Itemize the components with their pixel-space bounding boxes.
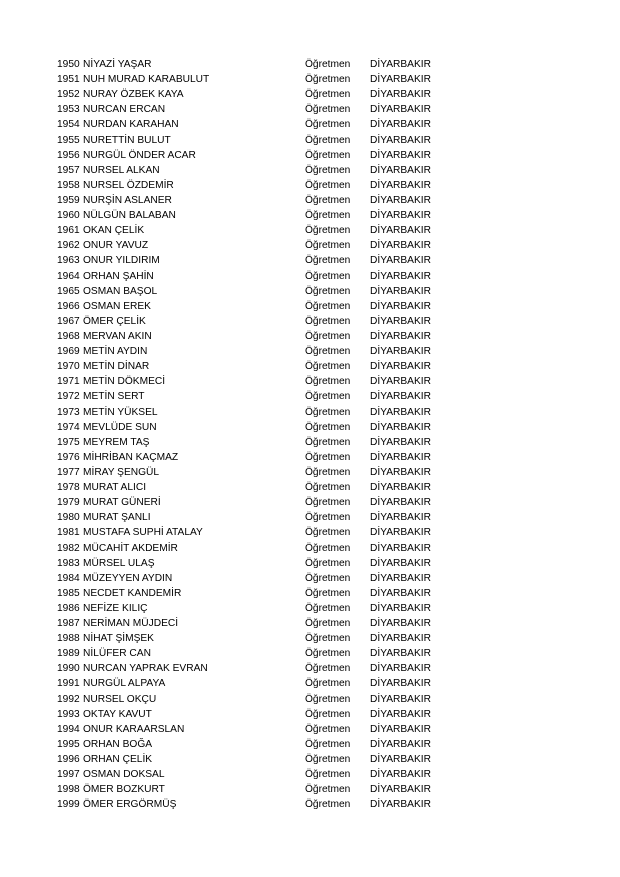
- city-name: DİYARBAKIR: [370, 512, 431, 524]
- person-name: MERVAN AKIN: [83, 330, 152, 342]
- row-number: 1982: [57, 542, 80, 554]
- job-title: Öğretmen: [305, 451, 351, 463]
- person-name: NURAY ÖZBEK KAYA: [83, 89, 184, 101]
- row-number: 1991: [57, 678, 80, 690]
- list-item: [57, 586, 457, 601]
- job-title: Öğretmen: [305, 512, 351, 524]
- row-number: 1990: [57, 663, 80, 675]
- row-number: 1955: [57, 134, 80, 146]
- job-title: Öğretmen: [305, 179, 351, 191]
- list-item: [57, 344, 457, 359]
- city-name: DİYARBAKIR: [370, 678, 431, 690]
- city-name: DİYARBAKIR: [370, 527, 431, 539]
- person-name: NUH MURAD KARABULUT: [83, 74, 210, 86]
- city-name: DİYARBAKIR: [370, 104, 431, 116]
- row-number: 1996: [57, 754, 80, 766]
- person-name: METİN YÜKSEL: [83, 406, 158, 418]
- city-name: DİYARBAKIR: [370, 587, 431, 599]
- job-title: Öğretmen: [305, 799, 351, 811]
- job-title: Öğretmen: [305, 119, 351, 131]
- job-title: Öğretmen: [305, 482, 351, 494]
- row-number: 1958: [57, 179, 80, 191]
- job-title: Öğretmen: [305, 738, 351, 750]
- city-name: DİYARBAKIR: [370, 618, 431, 630]
- person-name: NÜLGÜN BALABAN: [83, 210, 176, 222]
- job-title: Öğretmen: [305, 784, 351, 796]
- city-name: DİYARBAKIR: [370, 240, 431, 252]
- row-number: 1981: [57, 527, 80, 539]
- person-name: OSMAN BAŞOL: [83, 285, 158, 297]
- list-item: [57, 238, 457, 253]
- job-title: Öğretmen: [305, 497, 351, 509]
- row-number: 1998: [57, 784, 80, 796]
- person-name: ÖMER ERGÖRMÜŞ: [83, 799, 177, 811]
- person-name: METİN SERT: [83, 391, 145, 403]
- person-name: NİHAT ŞİMŞEK: [83, 633, 154, 645]
- row-number: 1962: [57, 240, 80, 252]
- city-name: DİYARBAKIR: [370, 89, 431, 101]
- row-number: 1954: [57, 119, 80, 131]
- row-number: 1959: [57, 194, 80, 206]
- job-title: Öğretmen: [305, 572, 351, 584]
- job-title: Öğretmen: [305, 557, 351, 569]
- city-name: DİYARBAKIR: [370, 693, 431, 705]
- row-number: 1967: [57, 315, 80, 327]
- list-item: [57, 208, 457, 223]
- person-name: ORHAN BOĞA: [83, 738, 153, 750]
- person-name: NEFİZE KILIÇ: [83, 602, 148, 614]
- city-name: DİYARBAKIR: [370, 361, 431, 373]
- person-name: MEVLÜDE SUN: [83, 421, 157, 433]
- row-number: 1999: [57, 799, 80, 811]
- job-title: Öğretmen: [305, 618, 351, 630]
- city-name: DİYARBAKIR: [370, 300, 431, 312]
- job-title: Öğretmen: [305, 149, 351, 161]
- person-name: MURAT GÜNERİ: [83, 497, 161, 509]
- list-item: [57, 253, 457, 268]
- city-name: DİYARBAKIR: [370, 633, 431, 645]
- list-item: [57, 117, 457, 132]
- job-title: Öğretmen: [305, 59, 351, 70]
- person-name: MEYREM TAŞ: [83, 436, 150, 448]
- row-number: 1973: [57, 406, 80, 418]
- city-name: DİYARBAKIR: [370, 708, 431, 720]
- city-name: DİYARBAKIR: [370, 391, 431, 403]
- row-number: 1951: [57, 74, 80, 86]
- row-number: 1987: [57, 618, 80, 630]
- person-name: NURSEL ÖZDEMİR: [83, 179, 174, 191]
- city-name: DİYARBAKIR: [370, 270, 431, 282]
- job-title: Öğretmen: [305, 754, 351, 766]
- job-title: Öğretmen: [305, 587, 351, 599]
- job-title: Öğretmen: [305, 436, 351, 448]
- city-name: DİYARBAKIR: [370, 572, 431, 584]
- person-name: METİN DİNAR: [83, 361, 150, 373]
- person-name: NURETTİN BULUT: [83, 134, 171, 146]
- city-name: DİYARBAKIR: [370, 255, 431, 267]
- person-name: NİLÜFER CAN: [83, 648, 151, 660]
- job-title: Öğretmen: [305, 300, 351, 312]
- job-title: Öğretmen: [305, 361, 351, 373]
- person-name: MURAT ALICI: [83, 482, 147, 494]
- list-item: [57, 737, 457, 752]
- row-number: 1969: [57, 346, 80, 358]
- job-title: Öğretmen: [305, 164, 351, 176]
- city-name: DİYARBAKIR: [370, 210, 431, 222]
- list-item: [57, 193, 457, 208]
- job-title: Öğretmen: [305, 270, 351, 282]
- list-item: [57, 525, 457, 540]
- list-item: [57, 163, 457, 178]
- row-number: 1961: [57, 225, 80, 237]
- job-title: Öğretmen: [305, 527, 351, 539]
- person-name: ONUR KARAARSLAN: [83, 723, 185, 735]
- job-title: Öğretmen: [305, 542, 351, 554]
- city-name: DİYARBAKIR: [370, 346, 431, 358]
- city-name: DİYARBAKIR: [370, 330, 431, 342]
- job-title: Öğretmen: [305, 678, 351, 690]
- city-name: DİYARBAKIR: [370, 194, 431, 206]
- city-name: DİYARBAKIR: [370, 225, 431, 237]
- list-item: [57, 631, 457, 646]
- list-item: [57, 435, 457, 450]
- person-name: NİYAZİ YAŞAR: [83, 59, 152, 70]
- row-number: 1977: [57, 466, 80, 478]
- city-name: DİYARBAKIR: [370, 542, 431, 554]
- job-title: Öğretmen: [305, 602, 351, 614]
- city-name: DİYARBAKIR: [370, 466, 431, 478]
- job-title: Öğretmen: [305, 663, 351, 675]
- record-list: [57, 57, 457, 812]
- job-title: Öğretmen: [305, 194, 351, 206]
- person-name: ONUR YAVUZ: [83, 240, 149, 252]
- row-number: 1965: [57, 285, 80, 297]
- job-title: Öğretmen: [305, 255, 351, 267]
- person-name: METİN AYDIN: [83, 346, 148, 358]
- job-title: Öğretmen: [305, 104, 351, 116]
- job-title: Öğretmen: [305, 315, 351, 327]
- row-number: 1989: [57, 648, 80, 660]
- person-name: MÜRSEL ULAŞ: [83, 557, 155, 569]
- person-name: MURAT ŞANLI: [83, 512, 151, 524]
- list-item: [57, 269, 457, 284]
- list-item: [57, 87, 457, 102]
- list-item: [57, 148, 457, 163]
- list-item: [57, 314, 457, 329]
- job-title: Öğretmen: [305, 330, 351, 342]
- person-name: NURDAN KARAHAN: [83, 119, 179, 131]
- person-name: ÖMER ÇELİK: [83, 315, 146, 327]
- list-item: [57, 57, 457, 72]
- list-item: [57, 601, 457, 616]
- list-item: [57, 707, 457, 722]
- list-item: [57, 722, 457, 737]
- city-name: DİYARBAKIR: [370, 119, 431, 131]
- row-number: 1952: [57, 89, 80, 101]
- person-name: MÜCAHİT AKDEMİR: [83, 542, 178, 554]
- list-item: [57, 102, 457, 117]
- row-number: 1978: [57, 482, 80, 494]
- row-number: 1968: [57, 330, 80, 342]
- list-item: [57, 465, 457, 480]
- list-item: [57, 284, 457, 299]
- person-name: OSMAN EREK: [83, 300, 151, 312]
- row-number: 1988: [57, 633, 80, 645]
- list-item: [57, 541, 457, 556]
- job-title: Öğretmen: [305, 391, 351, 403]
- city-name: DİYARBAKIR: [370, 497, 431, 509]
- list-item: [57, 133, 457, 148]
- list-item: [57, 571, 457, 586]
- person-name: ORHAN ÇELİK: [83, 754, 153, 766]
- city-name: DİYARBAKIR: [370, 557, 431, 569]
- person-name: NERİMAN MÜJDECİ: [83, 618, 179, 630]
- city-name: DİYARBAKIR: [370, 74, 431, 86]
- row-number: 1956: [57, 149, 80, 161]
- city-name: DİYARBAKIR: [370, 164, 431, 176]
- list-item: [57, 797, 457, 812]
- row-number: 1964: [57, 270, 80, 282]
- row-number: 1966: [57, 300, 80, 312]
- job-title: Öğretmen: [305, 406, 351, 418]
- list-item: [57, 178, 457, 193]
- row-number: 1995: [57, 738, 80, 750]
- person-name: MUSTAFA SUPHİ ATALAY: [83, 527, 203, 539]
- row-number: 1997: [57, 769, 80, 781]
- job-title: Öğretmen: [305, 421, 351, 433]
- row-number: 1976: [57, 451, 80, 463]
- person-name: NECDET KANDEMİR: [83, 587, 182, 599]
- row-number: 1963: [57, 255, 80, 267]
- person-name: NURGÜL ALPAYA: [83, 678, 166, 690]
- person-name: MİRAY ŞENGÜL: [83, 466, 160, 478]
- job-title: Öğretmen: [305, 210, 351, 222]
- row-number: 1986: [57, 602, 80, 614]
- job-title: Öğretmen: [305, 633, 351, 645]
- list-item: [57, 495, 457, 510]
- city-name: DİYARBAKIR: [370, 315, 431, 327]
- job-title: Öğretmen: [305, 723, 351, 735]
- city-name: DİYARBAKIR: [370, 376, 431, 388]
- list-item: [57, 389, 457, 404]
- person-name: OKAN ÇELİK: [83, 225, 145, 237]
- list-item: [57, 510, 457, 525]
- job-title: Öğretmen: [305, 134, 351, 146]
- person-name: ORHAN ŞAHİN: [83, 270, 154, 282]
- row-number: 1970: [57, 361, 80, 373]
- list-item: [57, 72, 457, 87]
- list-item: [57, 692, 457, 707]
- list-item: [57, 782, 457, 797]
- row-number: 1993: [57, 708, 80, 720]
- person-name: MİHRİBAN KAÇMAZ: [83, 451, 179, 463]
- row-number: 1983: [57, 557, 80, 569]
- row-number: 1992: [57, 693, 80, 705]
- row-number: 1980: [57, 512, 80, 524]
- city-name: DİYARBAKIR: [370, 769, 431, 781]
- row-number: 1979: [57, 497, 80, 509]
- person-name: ONUR YILDIRIM: [83, 255, 160, 267]
- list-item: [57, 420, 457, 435]
- list-item: [57, 556, 457, 571]
- row-number: 1971: [57, 376, 80, 388]
- person-name: NURŞİN ASLANER: [83, 194, 172, 206]
- list-item: [57, 329, 457, 344]
- list-item: [57, 616, 457, 631]
- city-name: DİYARBAKIR: [370, 723, 431, 735]
- list-item: [57, 374, 457, 389]
- city-name: DİYARBAKIR: [370, 799, 431, 811]
- row-number: 1975: [57, 436, 80, 448]
- job-title: Öğretmen: [305, 769, 351, 781]
- city-name: DİYARBAKIR: [370, 421, 431, 433]
- city-name: DİYARBAKIR: [370, 406, 431, 418]
- person-name: NURCAN ERCAN: [83, 104, 166, 116]
- job-title: Öğretmen: [305, 346, 351, 358]
- person-name: NURSEL OKÇU: [83, 693, 157, 705]
- person-name: OKTAY KAVUT: [83, 708, 152, 720]
- city-name: DİYARBAKIR: [370, 482, 431, 494]
- list-item: [57, 752, 457, 767]
- list-item: [57, 405, 457, 420]
- row-number: 1950: [57, 59, 80, 70]
- city-name: DİYARBAKIR: [370, 648, 431, 660]
- city-name: DİYARBAKIR: [370, 179, 431, 191]
- city-name: DİYARBAKIR: [370, 436, 431, 448]
- city-name: DİYARBAKIR: [370, 602, 431, 614]
- row-number: 1985: [57, 587, 80, 599]
- list-item: [57, 359, 457, 374]
- city-name: DİYARBAKIR: [370, 451, 431, 463]
- job-title: Öğretmen: [305, 648, 351, 660]
- list-item: [57, 661, 457, 676]
- job-title: Öğretmen: [305, 240, 351, 252]
- row-number: 1957: [57, 164, 80, 176]
- city-name: DİYARBAKIR: [370, 754, 431, 766]
- job-title: Öğretmen: [305, 466, 351, 478]
- person-name: METİN DÖKMECİ: [83, 376, 166, 388]
- list-item: [57, 299, 457, 314]
- city-name: DİYARBAKIR: [370, 149, 431, 161]
- job-title: Öğretmen: [305, 376, 351, 388]
- list-item: [57, 646, 457, 661]
- job-title: Öğretmen: [305, 693, 351, 705]
- row-number: 1953: [57, 104, 80, 116]
- city-name: DİYARBAKIR: [370, 285, 431, 297]
- city-name: DİYARBAKIR: [370, 134, 431, 146]
- job-title: Öğretmen: [305, 285, 351, 297]
- city-name: DİYARBAKIR: [370, 663, 431, 675]
- job-title: Öğretmen: [305, 74, 351, 86]
- person-name: NURCAN YAPRAK EVRAN: [83, 663, 208, 675]
- person-name: MÜZEYYEN AYDIN: [83, 572, 173, 584]
- city-name: DİYARBAKIR: [370, 784, 431, 796]
- row-number: 1984: [57, 572, 80, 584]
- list-item: [57, 676, 457, 691]
- job-title: Öğretmen: [305, 225, 351, 237]
- city-name: DİYARBAKIR: [370, 738, 431, 750]
- row-number: 1960: [57, 210, 80, 222]
- row-number: 1994: [57, 723, 80, 735]
- list-item: [57, 450, 457, 465]
- person-name: NURGÜL ÖNDER ACAR: [83, 149, 196, 161]
- list-item: [57, 480, 457, 495]
- person-name: NURSEL ALKAN: [83, 164, 160, 176]
- row-number: 1972: [57, 391, 80, 403]
- city-name: DİYARBAKIR: [370, 59, 431, 70]
- row-number: 1974: [57, 421, 80, 433]
- person-name: ÖMER BOZKURT: [83, 784, 165, 796]
- list-item: [57, 767, 457, 782]
- job-title: Öğretmen: [305, 708, 351, 720]
- person-name: OSMAN DOKSAL: [83, 769, 165, 781]
- list-item: [57, 223, 457, 238]
- job-title: Öğretmen: [305, 89, 351, 101]
